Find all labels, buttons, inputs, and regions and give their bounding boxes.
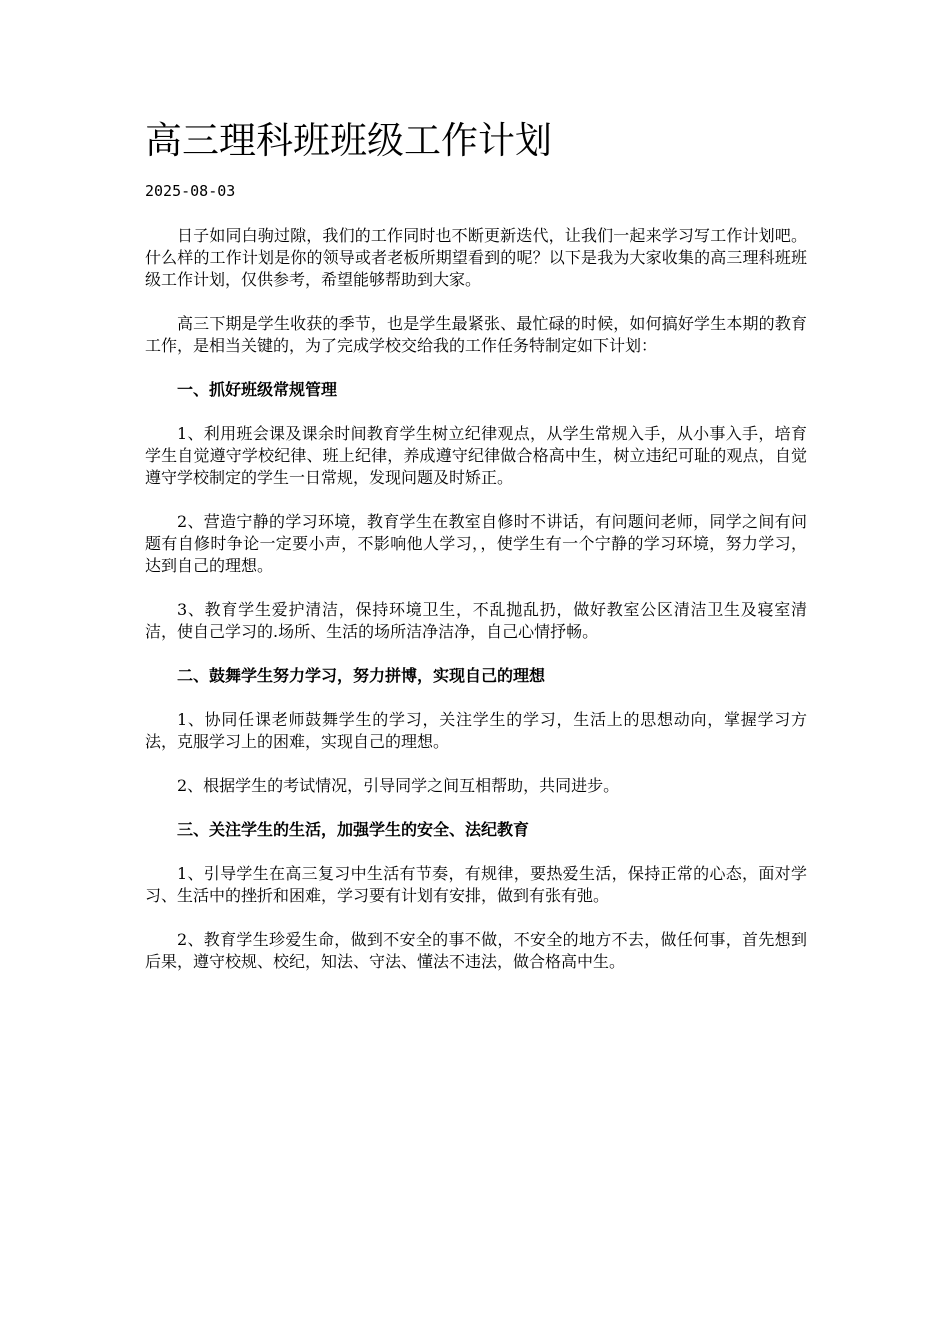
- document-date: 2025-08-03: [145, 182, 236, 200]
- paragraph-intro: 日子如同白驹过隙，我们的工作同时也不断更新迭代，让我们一起来学习写工作计划吧。什么样的工作计划是你的领导或者老板所期望看到的呢？以下是我为大家收集的高三理科班班级工作计划，仅供参考，希望能够帮助到大家。: [145, 226, 807, 289]
- paragraph-1-2: 2、营造宁静的学习环境，教育学生在教室自修时不讲话，有问题问老师，同学之间有问题有自修时争论一定要小声，不影响他人学习，，使学生有一个宁静的学习环境，努力学习，达到自己的理想。: [145, 512, 807, 575]
- paragraph-preface: 高三下期是学生收获的季节，也是学生最紧张、最忙碌的时候，如何搞好学生本期的教育工作，是相当关键的，为了完成学校交给我的工作任务特制定如下计划：: [145, 314, 807, 355]
- paragraph-3-2: 2、教育学生珍爱生命，做到不安全的事不做，不安全的地方不去，做任何事，首先想到后果，遵守校规、校纪，知法、守法、懂法不违法，做合格高中生。: [145, 930, 807, 971]
- paragraph-3-1: 1、引导学生在高三复习中生活有节奏，有规律，要热爱生活，保持正常的心态，面对学习、生活中的挫折和困难，学习要有计划有安排，做到有张有弛。: [145, 864, 807, 905]
- section-heading-3: 三、关注学生的生活，加强学生的安全、法纪教育: [177, 820, 530, 839]
- section-heading-1: 一、抓好班级常规管理: [177, 380, 338, 399]
- document-page: [145, 0, 807, 973]
- paragraph-1-1: 1、利用班会课及课余时间教育学生树立纪律观点，从学生常规入手，从小事入手，培育学生自觉遵守学校纪律、班上纪律，养成遵守纪律做合格高中生，树立违纪可耻的观点，自觉遵守学校制定的学生一日常规，发现问题及时矫正。: [145, 424, 807, 487]
- paragraph-2-2: 2、根据学生的考试情况，引导同学之间互相帮助，共同进步。: [177, 776, 620, 795]
- paragraph-2-1: 1、协同任课老师鼓舞学生的学习，关注学生的学习，生活上的思想动向，掌握学习方法，克服学习上的困难，实现自己的理想。: [145, 710, 807, 751]
- paragraph-1-3: 3、教育学生爱护清洁，保持环境卫生，不乱抛乱扔，做好教室公区清洁卫生及寝室清洁，使自己学习的.场所、生活的场所洁净洁净，自己心情抒畅。: [145, 600, 807, 641]
- section-heading-2: 二、鼓舞学生努力学习，努力拼博，实现自己的理想: [177, 666, 546, 685]
- document-title: 高三理科班班级工作计划: [145, 119, 552, 162]
